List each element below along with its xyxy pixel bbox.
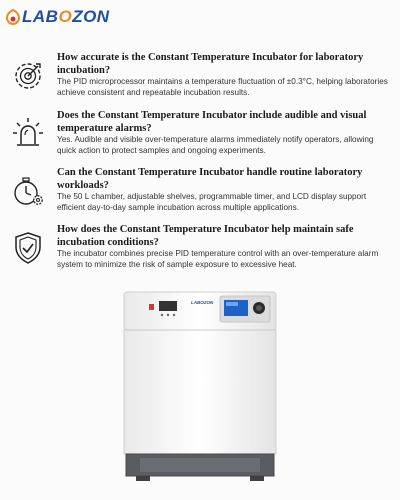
timer-gear-icon — [10, 173, 46, 209]
faq-question: How accurate is the Constant Temperature Incubator for laboratory incubation? — [57, 52, 364, 76]
target-gear-icon — [10, 58, 46, 94]
incubator-product-image — [120, 290, 280, 490]
shield-check-icon — [10, 230, 46, 266]
logo-mark-icon — [6, 9, 20, 25]
faq-question: How does the Constant Temperature Incubator help maintain safe incubation conditions? — [57, 224, 354, 248]
brand-logo — [6, 6, 110, 28]
power-switch — [149, 304, 154, 310]
faq-answer: The PID microprocessor maintains a temperature fluctuation of ±0.3°C, helping laboratories achieve consistent and repeatable incubation results. — [57, 77, 388, 98]
faq-question: Can the Constant Temperature Incubator handle routine laboratory workloads? — [57, 167, 363, 191]
faq-answer: The 50 L chamber, adjustable shelves, programmable timer, and LCD display support efficient day-to-day sample incubation across multiple applications. — [57, 192, 367, 213]
faq-answer: Yes. Audible and visible over-temperature alarms immediately notify operators, allowing quick action to protect samples and ongoing experiments. — [57, 135, 374, 156]
alarm-siren-icon — [10, 116, 46, 152]
timer-display — [159, 301, 177, 311]
logo-wordmark: LABOZON — [22, 7, 110, 26]
panel-brand: LABOZON — [191, 300, 214, 305]
faq-answer: The incubator combines precise PID temperature control with an over-temperature alarm system to minimize the risk of sample exposure to excessive heat. — [57, 249, 379, 270]
faq-question: Does the Constant Temperature Incubator include audible and visual temperature alarms? — [57, 110, 367, 134]
